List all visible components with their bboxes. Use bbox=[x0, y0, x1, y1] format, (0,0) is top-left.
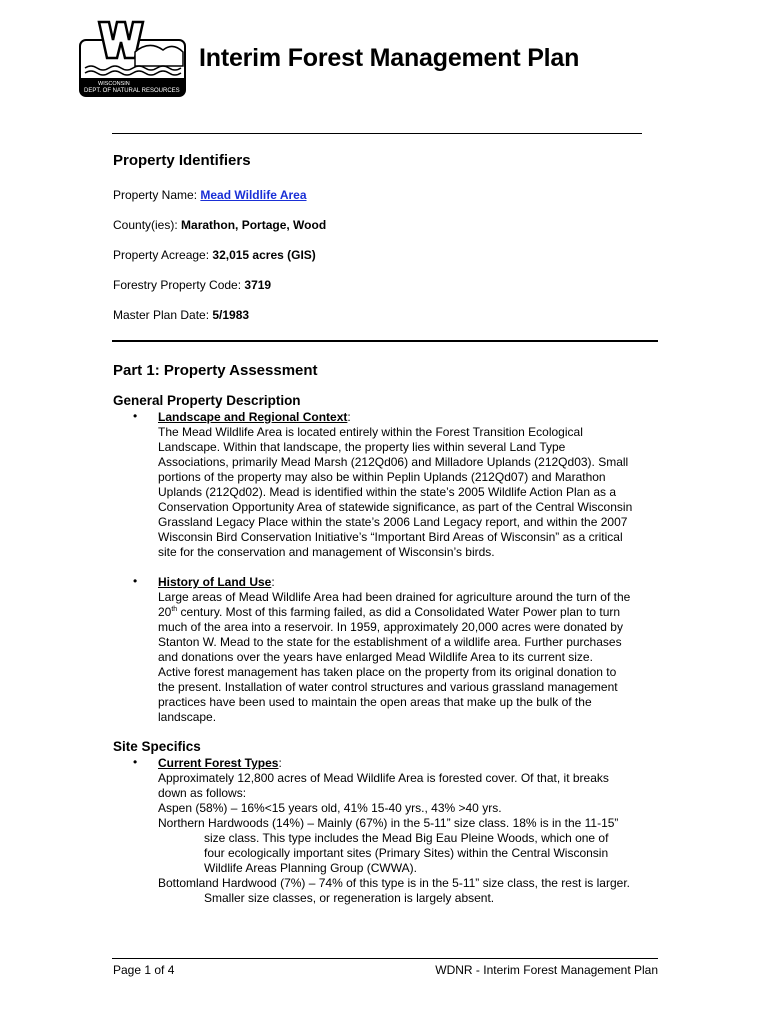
forest-types-section: Current Forest Types: Approximately 12,800 acres of Mead Wildlife Area is forested cover. Of that, it breaks down as follows: Aspen (58%) – 16%<15 years old, 41% 15-40 yrs., 43% >40 yrs. Northern Hardwoods (14%) – Mainly (67%) in the 5-11” size class. 18% is in the 11-15” size class. This type includes the Mead Big Eau Pleine Woods, which one of four ecologically important sites (Primary Sites) within the Central Wisconsin Wildlife Areas Planning Group (CWWA). Bottomland Hardwood (7%) – 74% of this type is in the 5-11” size class, the rest is larger. Smaller size classes, or regeneration is largely absent. bbox=[158, 756, 663, 906]
forest-types-heading: Current Forest Types bbox=[158, 756, 279, 770]
property-code-label: Forestry Property Code: bbox=[113, 278, 245, 292]
county-value: Marathon, Portage, Wood bbox=[181, 218, 327, 232]
history-line bbox=[158, 605, 663, 620]
landscape-line: Grassland Legacy Place within the state’s 2006 Land Legacy report, and within the 2007 bbox=[158, 515, 628, 529]
wdnr-logo-graphic bbox=[79, 18, 186, 98]
footer-divider bbox=[112, 958, 658, 959]
forest-line-indented: four ecologically important sites (Primary Sites) within the Central Wisconsin bbox=[204, 846, 609, 860]
master-plan-date-field bbox=[113, 308, 249, 322]
acreage-value: 32,015 acres (GIS) bbox=[212, 248, 316, 262]
landscape-heading: Landscape and Regional Context bbox=[158, 410, 348, 424]
history-line: landscape. bbox=[158, 710, 217, 724]
logo-text-1: WISCONSIN bbox=[98, 81, 130, 87]
landscape-section: Landscape and Regional Context: The Mead Wildlife Area is located entirely within the Forest Transition Ecological Landscape. Within that landscape, the property lies within several Land Type Associations, primarily Mead Marsh (212Qd06) and Milladore Uplands (212Qd03). Small portions of the property may also be within Peplin Uplands (212Qd07) and Marathon Uplands (212Qd02). Mead is identified within the state’s 2005 Wildlife Action Plan as a Conservation Opportunity Area of statewide significance, as part of the Central Wisconsin Grassland Legacy Place within the state’s 2006 Land Legacy report, and within the 2007 Wisconsin Bird Conservation Initiative’s “Important Bird Areas of Wisconsin” as a critical site for the conservation and management of Wisconsin’s birds. bbox=[158, 410, 663, 560]
history-line: and donations over the years have enlarged Mead Wildlife Area to its current size. bbox=[158, 650, 593, 664]
landscape-line: portions of the property may also be within Peplin Uplands (212Qd07) and Marathon bbox=[158, 470, 606, 484]
bullet-icon: • bbox=[133, 755, 138, 769]
master-plan-date-label: Master Plan Date: bbox=[113, 308, 213, 322]
forest-line: Bottomland Hardwood (7%) – 74% of this type is in the 5-11” size class, the rest is larger. bbox=[158, 876, 630, 890]
bullet-icon: • bbox=[133, 574, 138, 588]
history-line: much of the area into a reservoir. In 1959, approximately 20,000 acres were donated by bbox=[158, 620, 623, 634]
history-line-text: century. Most of this farming failed, as did a Consolidated Water Power plan to turn bbox=[177, 605, 621, 619]
history-line: practices have been used to maintain the open areas that make up the bulk of the bbox=[158, 695, 592, 709]
page-number: Page 1 of 4 bbox=[113, 963, 175, 977]
history-line: the present. Installation of water control structures and various grassland management bbox=[158, 680, 618, 694]
property-name-link[interactable]: Mead Wildlife Area bbox=[200, 188, 307, 202]
property-code-value: 3719 bbox=[244, 278, 272, 292]
bullet-icon: • bbox=[133, 409, 138, 423]
acreage-label: Property Acreage: bbox=[113, 248, 213, 262]
forest-line-indented: size class. This type includes the Mead Big Eau Pleine Woods, which one of bbox=[204, 831, 609, 845]
wdnr-logo bbox=[79, 18, 186, 98]
footer-title: WDNR - Interim Forest Management Plan bbox=[435, 963, 658, 977]
landscape-line: Uplands (212Qd02). Mead is identified within the state’s 2005 Wildlife Action Plan as a bbox=[158, 485, 617, 499]
landscape-line: Landscape. Within that landscape, the property lies within several Land Type bbox=[158, 440, 566, 454]
property-name-label: Property Name: bbox=[113, 188, 201, 202]
page-title: Interim Forest Management Plan bbox=[199, 44, 580, 72]
forest-line: Northern Hardwoods (14%) – Mainly (67%) in the 5-11” size class. 18% is in the 11-15” bbox=[158, 816, 619, 830]
landscape-line: Conservation Opportunity Area of statewide significance, as part of the Central Wisconsin bbox=[158, 500, 633, 514]
landscape-line: The Mead Wildlife Area is located entirely within the Forest Transition Ecological bbox=[158, 425, 583, 439]
forest-line-indented: Smaller size classes, or regeneration is largely absent. bbox=[204, 891, 495, 905]
part1-heading: Part 1: Property Assessment bbox=[113, 362, 318, 379]
forest-line: down as follows: bbox=[158, 786, 247, 800]
history-century-suffix: th bbox=[171, 606, 178, 613]
county-field bbox=[113, 218, 326, 232]
property-name-field bbox=[113, 188, 307, 202]
property-identifiers-heading: Property Identifiers bbox=[113, 152, 251, 169]
site-specifics-heading: Site Specifics bbox=[113, 739, 201, 754]
landscape-line: Associations, primarily Mead Marsh (212Qd06) and Milladore Uplands (212Qd03). Small bbox=[158, 455, 629, 469]
history-century-number: 20 bbox=[158, 605, 172, 619]
section-divider bbox=[112, 340, 658, 342]
acreage-field bbox=[113, 248, 316, 262]
history-section: History of Land Use: Large areas of Mead Wildlife Area had been drained for agriculture around the turn of the 20th century. Most of this farming failed, as did a Consolidated Water Power plan to turn much of the area into a reservoir. In 1959, approximately 20,000 acres were donated by Stanton W. Mead to the state for the establishment of a wildlife area. Further purchases and donations over the years have enlarged Mead Wildlife Area to its current size. Active forest management has taken place on the property from its original donation to the present. Installation of water control structures and various grassland management practices have been used to maintain the open areas that make up the bulk of the landscape. bbox=[158, 575, 663, 725]
history-line: Large areas of Mead Wildlife Area had been drained for agriculture around the turn of the bbox=[158, 590, 631, 604]
landscape-line: Wisconsin Bird Conservation Initiative’s “Important Bird Areas of Wisconsin” as a critical bbox=[158, 530, 623, 544]
history-heading: History of Land Use bbox=[158, 575, 272, 589]
title-divider bbox=[112, 133, 642, 134]
history-line: Active forest management has taken place on the property from its original donation to bbox=[158, 665, 617, 679]
history-line: Stanton W. Mead to the state for the establishment of a wildlife area. Further purchases bbox=[158, 635, 622, 649]
logo-text-2: DEPT. OF NATURAL RESOURCES bbox=[84, 88, 180, 94]
landscape-line: site for the conservation and management of Wisconsin’s birds. bbox=[158, 545, 495, 559]
master-plan-date-value: 5/1983 bbox=[212, 308, 250, 322]
forest-line-indented: Wildlife Areas Planning Group (CWWA). bbox=[204, 861, 417, 875]
forest-line: Approximately 12,800 acres of Mead Wildlife Area is forested cover. Of that, it breaks bbox=[158, 771, 609, 785]
property-code-field bbox=[113, 278, 271, 292]
general-description-heading: General Property Description bbox=[113, 393, 301, 408]
forest-line: Aspen (58%) – 16%<15 years old, 41% 15-40 yrs., 43% >40 yrs. bbox=[158, 801, 502, 815]
county-label: County(ies): bbox=[113, 218, 182, 232]
